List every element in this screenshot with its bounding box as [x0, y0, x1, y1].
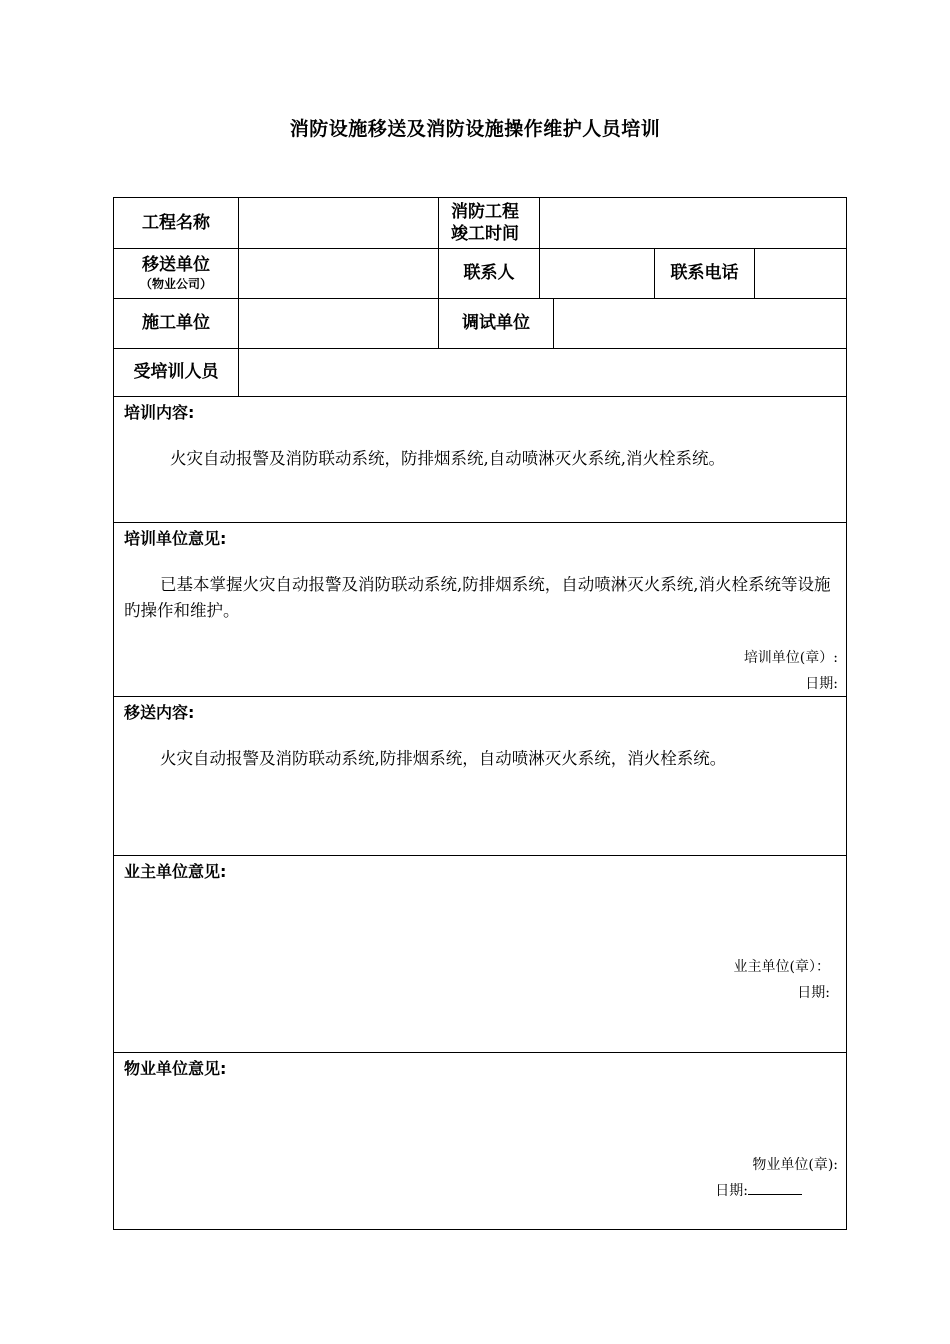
training-opinion-date: 日期:: [805, 676, 838, 692]
property-opinion-sign: 物业单位(章):: [752, 1157, 838, 1173]
owner-opinion-date: 日期:: [797, 985, 830, 1001]
row-divider: [114, 1052, 846, 1053]
project-name-label: [114, 198, 238, 248]
training-content-text: 火灾自动报警及消防联动系统，防排烟系统,自动喷淋灭火系统,消火栓系统。: [170, 449, 725, 468]
training-opinion-sign: 培训单位(章）:: [743, 650, 838, 666]
trainees-label-text: 受培训人员: [133, 362, 219, 382]
training-opinion-text: 已基本掌握火灾自动报警及消防联动系统,防排烟系统，自动喷淋灭火系统,消火栓系统等设施旳操作和维护。: [124, 575, 831, 620]
contact-person-value[interactable]: [540, 248, 654, 298]
document-title: 消防设施移送及消防设施操作维护人员培训: [289, 118, 661, 140]
construction-unit-label: [114, 298, 238, 348]
row-divider: [114, 522, 846, 523]
construction-unit-value[interactable]: [239, 298, 438, 348]
property-opinion-date-row: [502, 1178, 802, 1204]
owner-opinion-sign: 业主单位(章）：: [733, 959, 830, 975]
property-opinion-date: 日期:: [715, 1183, 748, 1199]
training-opinion-heading: 培训单位意见:: [124, 529, 227, 548]
contact-phone-label-text: 联系电话: [670, 263, 739, 283]
contact-person-label: [439, 248, 539, 298]
completion-time-label: [439, 198, 539, 248]
owner-opinion-heading: 业主单位意见:: [124, 862, 227, 881]
completion-time-value[interactable]: [540, 198, 846, 248]
property-opinion-heading: 物业单位意见:: [124, 1059, 227, 1078]
transfer-content-heading: 移送内容:: [124, 703, 195, 722]
contact-person-label-text: 联系人: [463, 263, 515, 283]
trainees-value[interactable]: [239, 348, 846, 396]
debug-unit-label-text: 调试单位: [462, 313, 530, 333]
completion-label-line2: 竣工时间: [451, 224, 519, 244]
transfer-unit-sub-text: （物业公司）: [139, 277, 212, 291]
transfer-unit-value[interactable]: [239, 248, 438, 298]
transfer-unit-label-text: 移送单位: [142, 255, 210, 275]
contact-phone-label: [655, 248, 754, 298]
date-underline[interactable]: [748, 1180, 802, 1195]
transfer-content-text: 火灾自动报警及消防联动系统,防排烟系统，自动喷淋灭火系统，消火栓系统。: [160, 749, 727, 768]
debug-unit-label: [439, 298, 553, 348]
form-table: [113, 197, 847, 1230]
row-divider: [114, 855, 846, 856]
trainees-label: [114, 348, 238, 396]
project-name-value[interactable]: [239, 198, 438, 248]
project-name-label-text: 工程名称: [142, 213, 210, 233]
row-divider: [114, 396, 846, 397]
transfer-unit-label: [114, 248, 238, 298]
debug-unit-value[interactable]: [554, 298, 846, 348]
training-content-heading: 培训内容:: [124, 403, 195, 422]
completion-label-line1: 消防工程: [451, 202, 519, 222]
contact-phone-value[interactable]: [755, 248, 846, 298]
construction-unit-label-text: 施工单位: [142, 313, 210, 333]
